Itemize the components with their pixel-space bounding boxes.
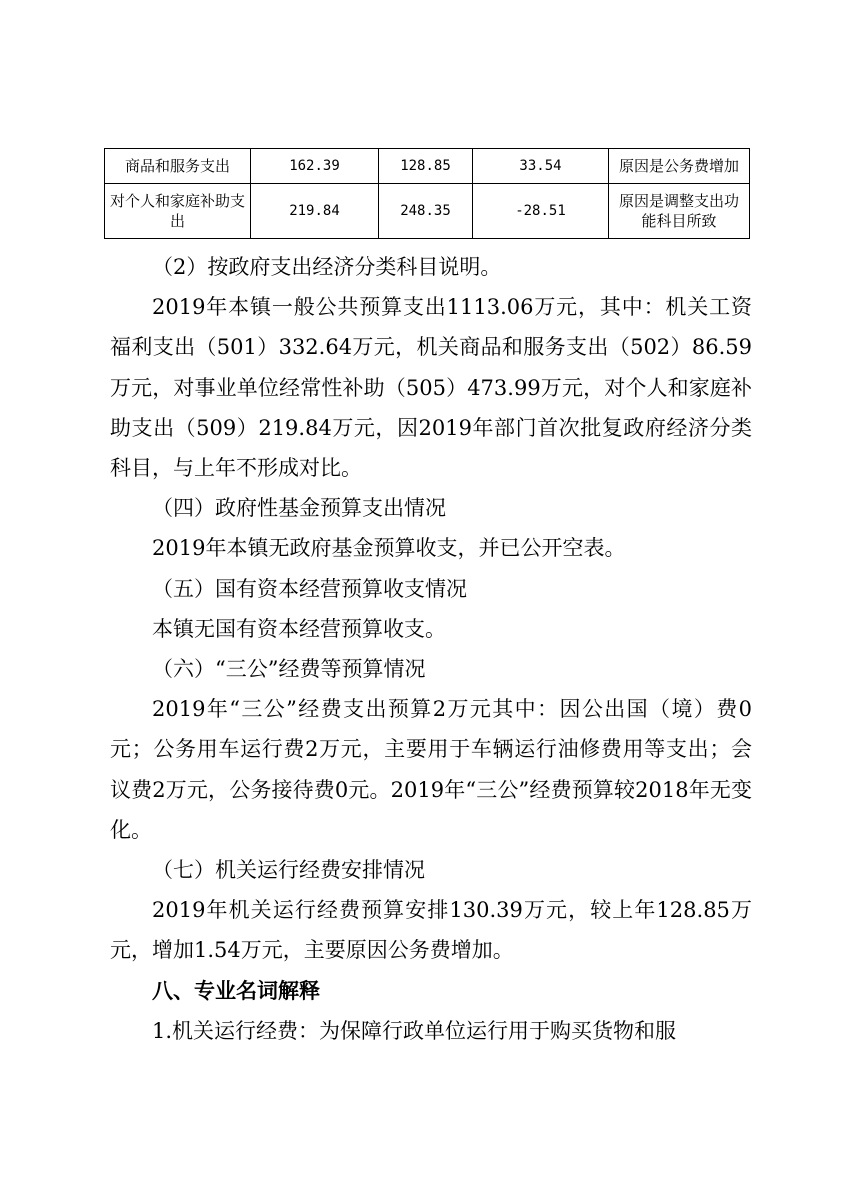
budget-comparison-table [104, 148, 750, 239]
paragraph-state-capital: 本镇无国有资本经营预算收支。 [152, 616, 446, 641]
heading-fund-budget: （四）政府性基金预算支出情况 [152, 496, 446, 521]
paragraph-fund-budget: 2019年本镇无政府基金预算收支，并已公开空表。 [152, 536, 626, 561]
table-cell-item: 商品和服务支出 [105, 149, 251, 184]
table-cell-change: 33.54 [473, 149, 609, 184]
heading-glossary: 八、专业名词解释 [152, 977, 320, 1003]
table-cell-change: -28.51 [473, 184, 609, 239]
table-cell-reason: 原因是调整支出功能科目所致 [609, 184, 750, 239]
document-body [110, 247, 752, 1051]
paragraph-glossary-1: 1.机关运行经费：为保障行政单位运行用于购买货物和服 [152, 1018, 677, 1043]
heading-operating-funds: （七）机关运行经费安排情况 [152, 858, 425, 883]
table-cell-item: 对个人和家庭补助支出 [105, 184, 251, 239]
heading-state-capital: （五）国有资本经营预算收支情况 [152, 576, 467, 601]
table-cell-reason: 原因是公务费增加 [609, 149, 750, 184]
paragraph-subsection-2: （2）按政府支出经济分类科目说明。 [152, 255, 502, 279]
table-row [105, 184, 750, 239]
table-cell-previous: 128.85 [379, 149, 473, 184]
paragraph-operating-funds: 2019年机关运行经费预算安排130.39万元，较上年128.85万元，增加1.54万元，主要原因公务费增加。 [110, 898, 752, 963]
table-row [105, 149, 750, 184]
heading-three-public: （六）“三公”经费等预算情况 [152, 657, 426, 682]
table-cell-current: 162.39 [251, 149, 379, 184]
table-cell-current: 219.84 [251, 184, 379, 239]
paragraph-three-public: 2019年“三公”经费支出预算2万元其中：因公出国（境）费0元；公务用车运行费2万元，主要用于车辆运行油修费用等支出；会议费2万元，公务接待费0元。2019年“三公”经费预算较2018年无变化。 [110, 697, 752, 842]
paragraph-general-budget: 2019年本镇一般公共预算支出1113.06万元，其中：机关工资福利支出（501）332.64万元，机关商品和服务支出（502）86.59万元，对事业单位经常性补助（505）473.99万元，对个人和家庭补助支出（509）219.84万元，因2019年部门首次批复政府经济分类科目，与上年不形成对比。 [110, 295, 752, 481]
table-cell-previous: 248.35 [379, 184, 473, 239]
